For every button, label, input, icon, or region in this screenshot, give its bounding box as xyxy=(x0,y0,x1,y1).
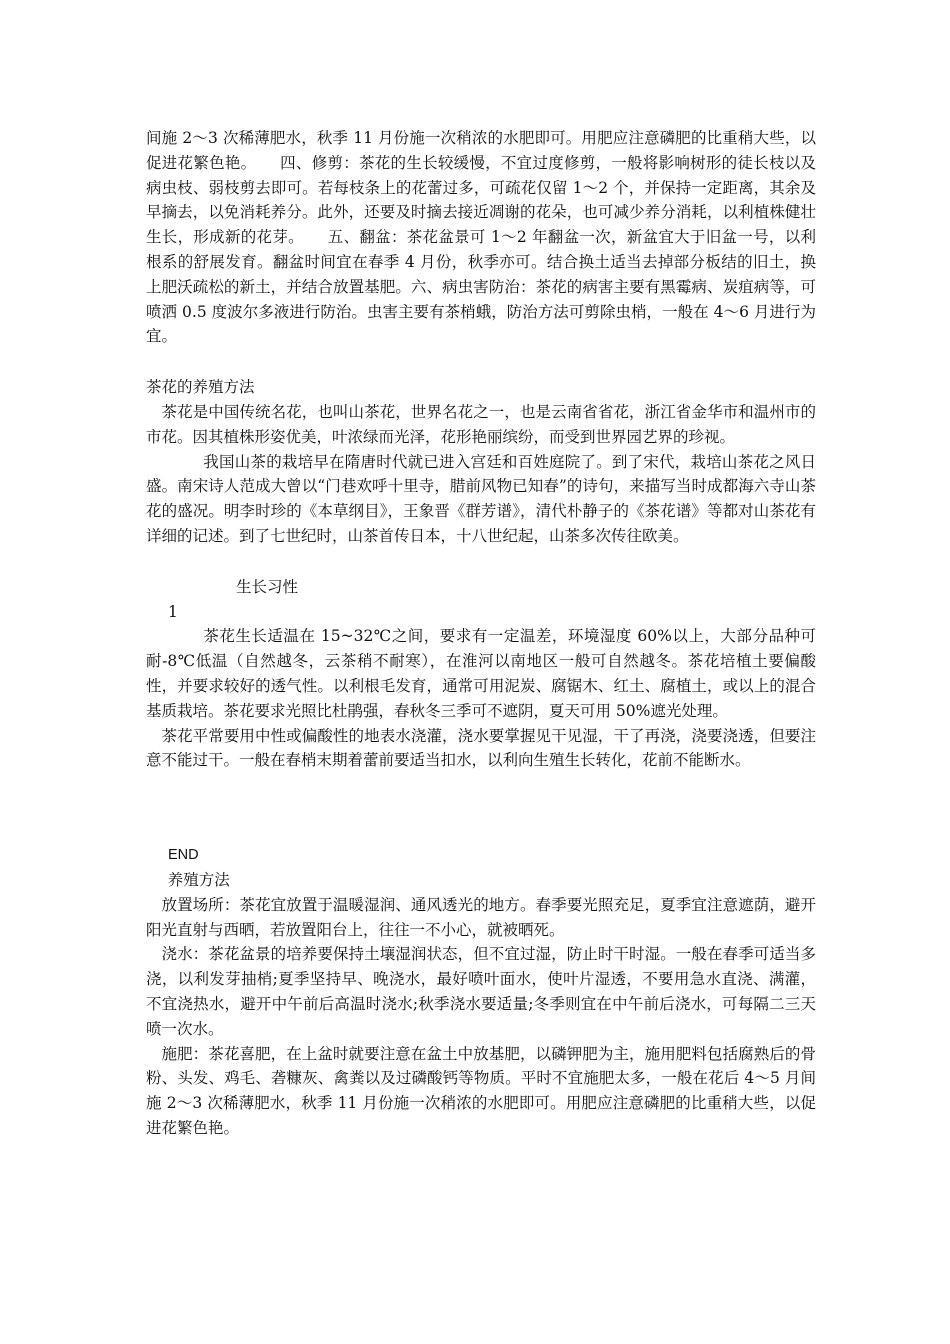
paragraph-watering-habits: 茶花平常要用中性或偏酸性的地表水浇灌，浇水要掌握见干见湿，干了再浇，浇要浇透，但要注意不能过干。一般在春梢末期着蕾前要适当扣水，以利向生殖生长转化，花前不能断水。 xyxy=(146,726,816,770)
spacer xyxy=(146,549,816,575)
end-label: END xyxy=(168,847,199,864)
section-heading-cultivation: 养殖方法 xyxy=(167,870,230,889)
paragraph-placement: 放置场所：茶花宜放置于温暖湿润、通风透光的地方。春季要光照充足，夏季宜注意遮荫，避开阳光直射与西晒，若放置阳台上，往往一不小心，就被晒死。 xyxy=(146,895,816,939)
section-heading-care-methods: 茶花的养殖方法 xyxy=(146,378,255,397)
document-page xyxy=(146,126,816,1141)
paragraph-history: 我国山茶的栽培早在隋唐时代就已进入宫廷和百姓庭院了。到了宋代，栽培山茶花之风日盛。南宋诗人范成大曾以“门巷欢呼十里寺，腊前风物已知春”的诗句，来描写当时成都海六寺山茶花的盛况。明李时珍的《本草纲目》，王象晋《群芳谱》，清代朴静子的《茶花谱》等都对山茶花有详细的记述。到了七世纪时，山茶首传日本，十八世纪起，山茶多次传往欧美。 xyxy=(146,452,816,545)
section-number: 1 xyxy=(168,602,178,621)
paragraph-continuation: 间施 2～3 次稀薄肥水，秋季 11 月份施一次稍浓的水肥即可。用肥应注意磷肥的比重稍大些，以促进花繁色艳。 四、修剪：茶花的生长较缓慢，不宜过度修剪，一般将影响树形的徒长枝以及病虫枝、弱枝剪去即可。若每枝条上的花蕾过多，可疏花仅留 1～2 个，并保持一定距离，其余及早摘去，以免消耗养分。此外，还要及时摘去接近凋谢的花朵，也可减少养分消耗，以利植株健壮生长，形成新的花芽。 五、翻盆：茶花盆景可 1～2 年翻盆一次，新盆宜大于旧盆一号，以利根系的舒展发育。翻盆时间宜在春季 4 月份，秋季亦可。结合换土适当去掉部分板结的旧土，换上肥沃疏松的新土，并结合放置基肥。六、病虫害防治：茶花的病害主要有黑霉病、炭疽病等，可喷洒 0.5 度波尔多液进行防治。虫害主要有茶梢蛾，防治方法可剪除虫梢，一般在 4～6 月进行为宜。 xyxy=(146,129,816,346)
spacer xyxy=(146,349,816,375)
paragraph-fertilizing: 施肥：茶花喜肥，在上盆时就要注意在盆土中放基肥，以磷钾肥为主，施用肥料包括腐熟后的骨粉、头发、鸡毛、砻糠灰、禽粪以及过磷酸钙等物质。平时不宜施肥太多，一般在花后 4～5 月间施 2～3 次稀薄肥水，秋季 11 月份施一次稍浓的水肥即可。用肥应注意磷肥的比重稍大些，以促进花繁色艳。 xyxy=(146,1044,816,1137)
paragraph-introduction: 茶花是中国传统名花，也叫山茶花，世界名花之一，也是云南省省花，浙江省金华市和温州市的市花。因其植株形姿优美，叶浓绿而光泽，花形艳丽缤纷，而受到世界园艺界的珍视。 xyxy=(146,402,816,446)
section-heading-growth-habits: 生长习性 xyxy=(236,577,299,596)
paragraph-growth-conditions: 茶花生长适温在 15~32℃之间，要求有一定温差，环境湿度 60%以上，大部分品种可耐-8℃低温（自然越冬，云茶稍不耐寒），在淮河以南地区一般可自然越冬。茶花培植土要偏酸性，并要求较好的透气性。以利根毛发育，通常可用泥炭、腐锯木、红土、腐植土，或以上的混合基质栽培。茶花要求光照比杜鹃强，春秋冬三季可不遮阴，夏天可用 50%遮光处理。 xyxy=(146,627,816,720)
paragraph-watering: 浇水：茶花盆景的培养要保持土壤湿润状态，但不宜过湿，防止时干时湿。一般在春季可适当多浇，以利发芽抽梢;夏季坚持早、晚浇水，最好喷叶面水，使叶片湿透，不要用急水直浇、满灌，不宜浇热水，避开中午前后高温时浇水;秋季浇水要适量;冬季则宜在中午前后浇水，可每隔二三天喷一次水。 xyxy=(146,945,816,1038)
spacer xyxy=(146,773,816,843)
